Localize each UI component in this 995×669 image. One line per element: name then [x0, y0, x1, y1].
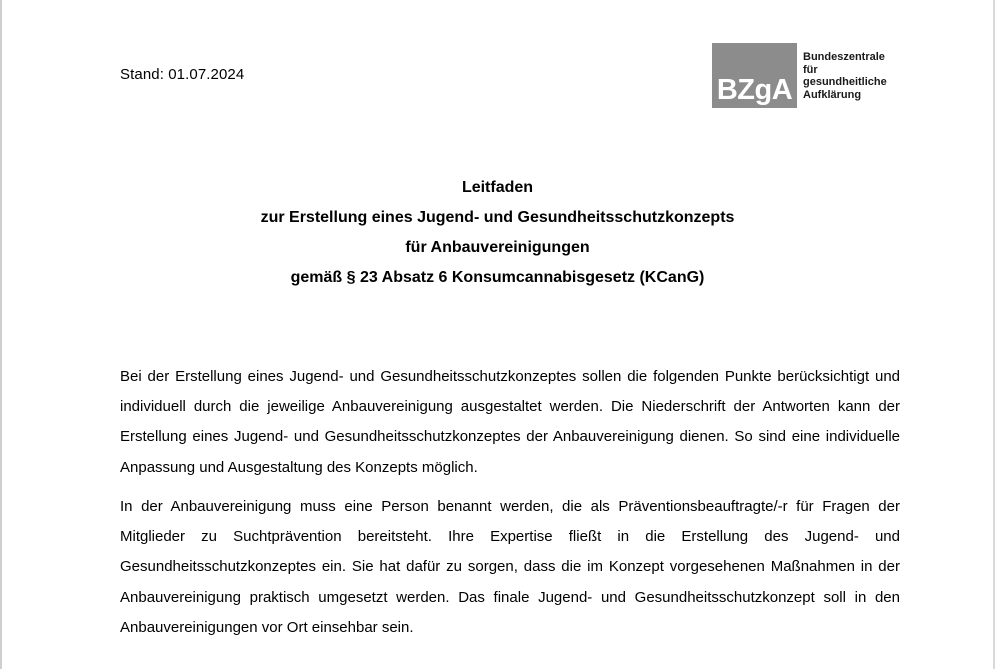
bzga-logo	[712, 43, 887, 108]
bzga-logo-box	[712, 43, 797, 108]
bzga-logo-name-line: gesundheitliche	[803, 76, 887, 88]
body-paragraph-1: Bei der Erstellung eines Jugend- und Gesundheitsschutzkonzeptes sollen die folgenden Punkte berücksichtigt und individuell durch die jeweilige Anbauvereinigung ausgestaltet werden. Die Niederschrift der Antworten kann der Erstellung eines Jugend- und Gesundheitsschutzkonzeptes der Anbauvereinigung dienen. So sind eine individuelle Anpassung und Ausgestaltung des Konzepts möglich.	[120, 368, 900, 476]
title-line: zur Erstellung eines Jugend- und Gesundheitsschutzkonzepts	[260, 209, 735, 226]
title-line: Leitfaden	[461, 179, 534, 196]
body-paragraph-2: In der Anbauvereinigung muss eine Person benannt werden, die als Präventionsbeauftragte/-r für Fragen der Mitglieder zu Suchtprävention bereitsteht. Ihre Expertise fließt in die Erstellung des Jugend- und Gesundheitsschutzkonzeptes ein. Sie hat dafür zu sorgen, dass die im Konzept vorgesehenen Maßnahmen in der Anbauvereinigung praktisch umgesetzt werden. Das finale Jugend- und Gesundheitsschutzkonzept soll in den Anbauvereinigungen vor Ort einsehbar sein.	[120, 498, 900, 636]
bzga-logo-name-line: für	[803, 63, 818, 76]
bzga-logo-name	[803, 51, 887, 101]
title-line: für Anbauvereinigungen	[405, 239, 590, 256]
document-title	[0, 173, 995, 293]
bzga-logo-name-line: Bundeszentrale	[803, 51, 885, 63]
page-left-edge	[0, 0, 2, 669]
bzga-logo-abbreviation: BZgA	[716, 74, 793, 106]
bzga-logo-name-line: Aufklärung	[803, 88, 862, 101]
title-line: gemäß § 23 Absatz 6 Konsumcannabisgesetz (KCanG)	[290, 269, 705, 286]
document-date: Stand: 01.07.2024	[120, 66, 245, 83]
